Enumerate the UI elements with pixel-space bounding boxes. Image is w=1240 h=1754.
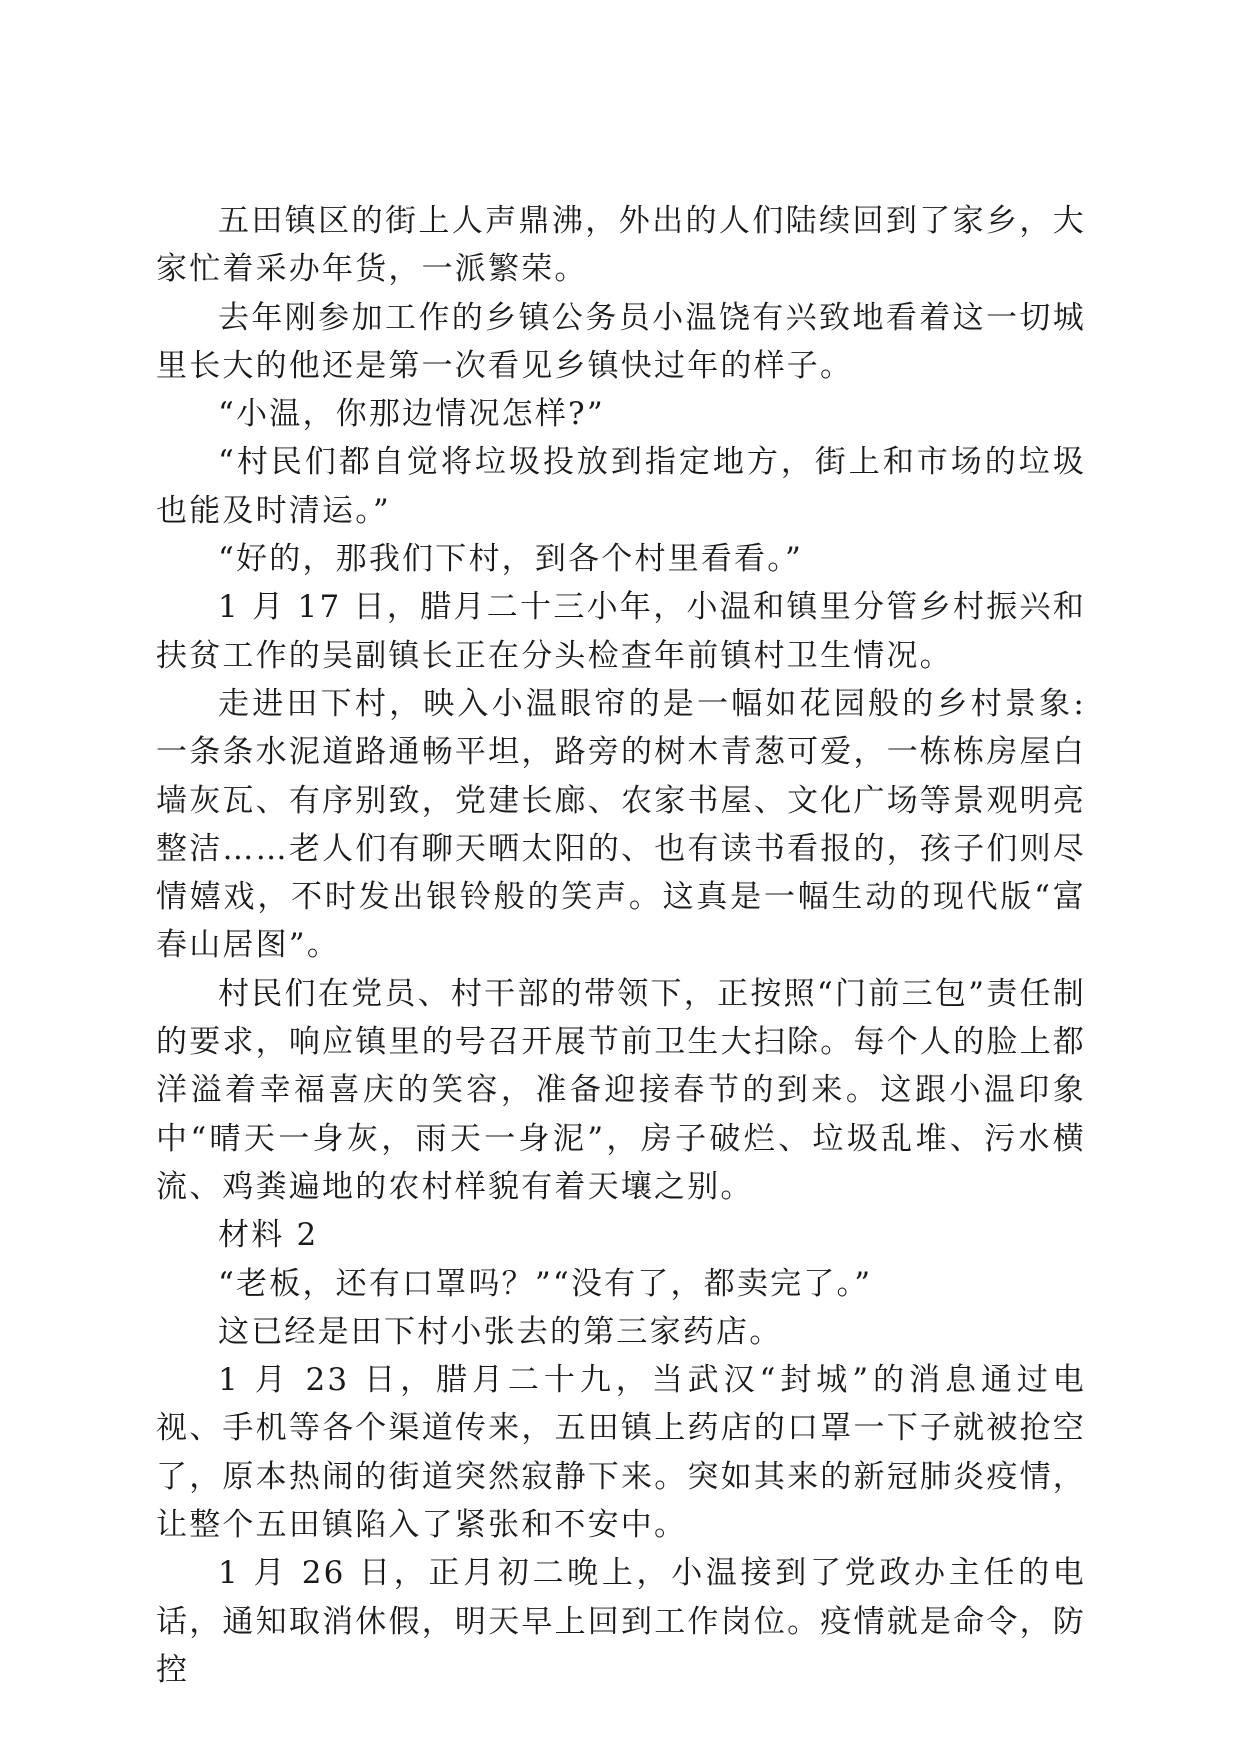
document-body: [156, 197, 1086, 1694]
paragraph: 五田镇区的街上人声鼎沸，外出的人们陆续回到了家乡，大家忙着采办年货，一派繁荣。: [156, 203, 1086, 288]
paragraph: 1 月 26 日，正月初二晚上，小温接到了党政办主任的电话，通知取消休假，明天早上回到工作岗位。疫情就是命令，防控: [156, 1555, 1086, 1688]
paragraph: 村民们在党员、村干部的带领下，正按照“门前三包”责任制的要求，响应镇里的号召开展节前卫生大扫除。每个人的脸上都洋溢着幸福喜庆的笑容，准备迎接春节的到来。这跟小温印象中“晴天一身灰，雨天一身泥”，房子破烂、垃圾乱堆、污水横流、鸡粪遍地的农村样貌有着天壤之别。: [156, 975, 1086, 1205]
section-heading: 材料 2: [218, 1217, 319, 1254]
paragraph: “好的，那我们下村，到各个村里看看。”: [218, 541, 803, 578]
paragraph: 去年刚参加工作的乡镇公务员小温饶有兴致地看着这一切城里长大的他还是第一次看见乡镇快过年的样子。: [156, 299, 1086, 384]
paragraph: “老板，还有口罩吗？”“没有了，都卖完了。”: [218, 1265, 873, 1302]
paragraph: 这已经是田下村小张去的第三家药店。: [218, 1313, 783, 1350]
paragraph: 1 月 23 日，腊月二十九，当武汉“封城”的消息通过电视、手机等各个渠道传来，五田镇上药店的口罩一下子就被抢空了，原本热闹的街道突然寂静下来。突如其来的新冠肺炎疫情，让整个五田镇陷入了紧张和不安中。: [156, 1362, 1086, 1544]
paragraph: 走进田下村，映入小温眼帘的是一幅如花园般的乡村景象:一条条水泥道路通畅平坦，路旁的树木青葱可爱，一栋栋房屋白墙灰瓦、有序别致，党建长廊、农家书屋、文化广场等景观明亮整洁……老人们有聊天晒太阳的、也有读书看报的，孩子们则尽情嬉戏，不时发出银铃般的笑声。这真是一幅生动的现代版“富春山居图”。: [156, 685, 1086, 964]
paragraph: “村民们都自觉将垃圾投放到指定地方，街上和市场的垃圾也能及时清运。”: [156, 444, 1086, 529]
paragraph: “小温，你那边情况怎样?”: [218, 396, 605, 433]
paragraph: 1 月 17 日，腊月二十三小年，小温和镇里分管乡村振兴和扶贫工作的吴副镇长正在分头检查年前镇村卫生情况。: [156, 589, 1086, 674]
